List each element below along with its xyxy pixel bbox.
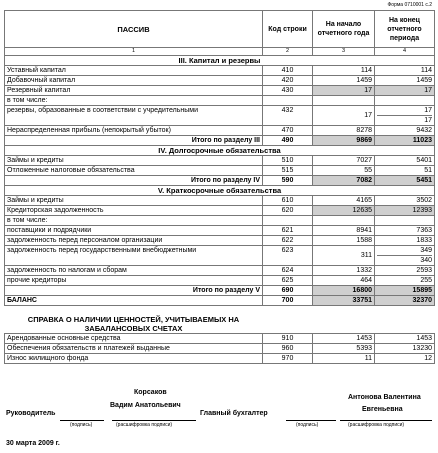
section-title: IV. Долгосрочные обязательства [5,146,435,156]
row-label: Итого по разделу III [5,136,263,146]
row-end-value [375,246,435,266]
row-start-value: 11 [313,354,375,364]
table-row [5,76,435,86]
row-start-value: 17 [313,106,375,126]
report-date: 30 марта 2009 г. [6,440,60,447]
row-end-value: 5401 [375,156,435,166]
row-code: 690 [263,286,313,296]
row-start-value: 9869 [313,136,375,146]
row-label: Займы и кредиты [5,196,263,206]
signature-line [286,420,336,421]
table-row [5,344,435,354]
table-row [5,136,435,146]
table-row [5,296,435,306]
row-start-value: 7027 [313,156,375,166]
col-number-2: 2 [263,48,313,56]
table-row [5,176,435,186]
row-end-value: 255 [375,276,435,286]
section-title: V. Краткосрочные обязательства [5,186,435,196]
signature-line [60,420,104,421]
row-end-value: 11023 [375,136,435,146]
row-end-value: 32370 [375,296,435,306]
signature-line [112,420,196,421]
row-code: 490 [263,136,313,146]
row-code: 623 [263,246,313,266]
table-row [5,156,435,166]
table-row [5,286,435,296]
row-code: 432 [263,106,313,126]
row-start-value [313,216,375,226]
row-code: 625 [263,276,313,286]
row-start-value: 33751 [313,296,375,306]
table-row [5,266,435,276]
signature-line [340,420,432,421]
row-code: 510 [263,156,313,166]
table-row [5,56,435,66]
row-start-value: 1453 [313,334,375,344]
row-code: 515 [263,166,313,176]
table-row [5,146,435,156]
row-end-value: 3502 [375,196,435,206]
row-label: Отложенные налоговые обязательства [5,166,263,176]
row-end-value-1: 349 [420,247,432,254]
row-end-value: 1453 [375,334,435,344]
row-start-value: 7082 [313,176,375,186]
row-end-value: 5451 [375,176,435,186]
row-end-value: 114 [375,66,435,76]
col-number-3: 3 [313,48,375,56]
row-end-value-2: 340 [377,255,432,265]
row-code: 410 [263,66,313,76]
row-label: Арендованные основные средства [5,334,263,344]
row-end-value-1: 17 [424,107,432,114]
section-title: III. Капитал и резервы [5,56,435,66]
table-row [5,86,435,96]
table-row [5,196,435,206]
table-row [5,276,435,286]
chief-name-line1: Антонова Валентина [348,394,421,401]
liabilities-table [4,10,435,364]
row-label: в том числе: [5,216,263,226]
row-start-value: 1588 [313,236,375,246]
row-start-value: 5393 [313,344,375,354]
row-start-value: 8941 [313,226,375,236]
row-start-value: 311 [313,246,375,266]
row-code [263,216,313,226]
row-end-value: 12 [375,354,435,364]
table-row [5,166,435,176]
row-label: задолженность перед персоналом организации [5,236,263,246]
row-end-value: 13230 [375,344,435,354]
row-code [263,96,313,106]
row-code: 420 [263,76,313,86]
row-end-value [375,106,435,126]
table-row [5,66,435,76]
table-row [5,236,435,246]
reference-title: СПРАВКА О НАЛИЧИИ ЦЕННОСТЕЙ, УЧИТЫВАЕМЫХ НА ЗАБАЛАНСОВЫХ СЧЕТАХ [27,315,240,333]
table-row [5,315,435,334]
form-code: Форма 0710001 с.2 [387,2,432,8]
row-label: Итого по разделу IV [5,176,263,186]
row-label: Нераспределенная прибыль (непокрытый убыток) [5,126,263,136]
head-label: Руководитель [6,410,56,417]
row-end-value: 7363 [375,226,435,236]
head-name-line1: Корсаков [134,389,167,396]
row-start-value: 114 [313,66,375,76]
row-start-value: 16800 [313,286,375,296]
blank-cell [375,306,435,316]
row-end-value: 12393 [375,206,435,216]
table-row [5,306,435,316]
row-label: Обеспечения обязательств и платежей выданные [5,344,263,354]
table-row [5,96,435,106]
row-label: задолженность перед государственными внебюджетными [5,246,263,266]
row-end-value [375,216,435,226]
row-label: прочие кредиторы [5,276,263,286]
row-label: Уставный капитал [5,66,263,76]
row-start-value: 1459 [313,76,375,86]
row-code: 700 [263,296,313,306]
row-end-value: 1833 [375,236,435,246]
chief-sign-hint: (подпись) [296,422,319,428]
table-row [5,216,435,226]
head-sign-hint: (подпись) [70,422,93,428]
header-end: На конец отчетного периода [375,11,435,48]
row-end-value: 15895 [375,286,435,296]
row-label: БАЛАНС [5,296,263,306]
row-start-value [313,96,375,106]
head-decode-hint: (расшифровка подписи) [116,422,173,428]
row-end-value-2: 17 [377,115,432,125]
row-code: 960 [263,344,313,354]
blank-cell [5,306,263,316]
col-number-1: 1 [5,48,263,56]
table-row [5,246,435,266]
row-label: поставщики и подрядчики [5,226,263,236]
head-name-line2: Вадим Анатольевич [110,402,181,409]
table-row [5,226,435,236]
row-end-value: 9432 [375,126,435,136]
row-code: 622 [263,236,313,246]
row-start-value: 1332 [313,266,375,276]
row-start-value: 12635 [313,206,375,216]
row-end-value: 2593 [375,266,435,276]
table-row [5,106,435,126]
row-code: 590 [263,176,313,186]
row-end-value: 1459 [375,76,435,86]
blank-cell [313,306,375,316]
row-code: 621 [263,226,313,236]
col-number-4: 4 [375,48,435,56]
row-code: 620 [263,206,313,216]
header-code: Код строки [263,11,313,48]
row-end-value: 17 [375,86,435,96]
row-code: 910 [263,334,313,344]
row-label: в том числе: [5,96,263,106]
row-start-value: 4165 [313,196,375,206]
table-row [5,186,435,196]
row-end-value [375,96,435,106]
row-label: Добавочный капитал [5,76,263,86]
row-label: задолженность по налогам и сборам [5,266,263,276]
header-start: На начало отчетного года [313,11,375,48]
row-start-value: 464 [313,276,375,286]
chief-decode-hint: (расшифровка подписи) [348,422,405,428]
row-code: 624 [263,266,313,276]
row-code: 610 [263,196,313,206]
row-code: 430 [263,86,313,96]
row-label: Займы и кредиты [5,156,263,166]
row-label: Итого по разделу V [5,286,263,296]
header-passive: ПАССИВ [5,11,263,48]
table-row [5,354,435,364]
table-row [5,206,435,216]
row-start-value: 55 [313,166,375,176]
chief-name-line2: Евгеньевна [362,406,403,413]
row-end-value: 51 [375,166,435,176]
row-label: резервы, образованные в соответствии с учредительными [5,106,263,126]
row-code: 470 [263,126,313,136]
row-label: Резервный капитал [5,86,263,96]
row-code: 970 [263,354,313,364]
reference-filler [263,315,435,334]
row-start-value: 8278 [313,126,375,136]
chief-label: Главный бухгалтер [200,410,268,417]
row-start-value: 17 [313,86,375,96]
blank-cell [263,306,313,316]
table-row [5,126,435,136]
table-row [5,334,435,344]
row-label: Кредиторская задолженность [5,206,263,216]
row-label: Износ жилищного фонда [5,354,263,364]
